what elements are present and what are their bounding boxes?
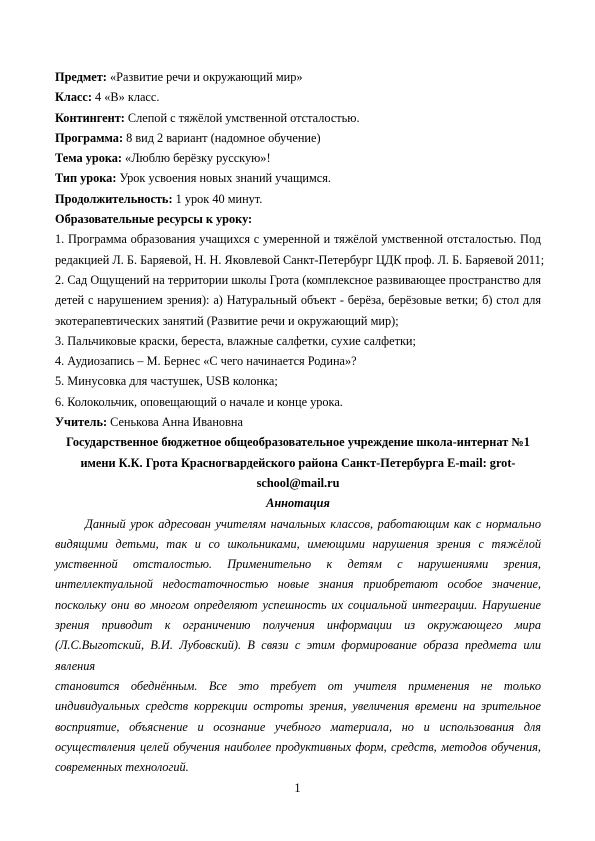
annotation-line-12: современных технологий. (55, 760, 189, 775)
contingent-value: Слепой с тяжёлой умственной отсталостью. (124, 110, 360, 125)
resources-heading-text: Образовательные ресурсы к уроку: (55, 212, 253, 227)
subject-value: «Развитие речи и окружающий мир» (106, 70, 303, 84)
teacher-label: Учитель: (55, 415, 108, 430)
institution-line-2: имени К.К. Грота Красногвардейского района Санкт-Петербурга E-mail: grot- (80, 455, 516, 470)
annotation-line-10: восприятие, объяснение и осознание учебного материала, но и использования для (55, 719, 541, 734)
resource-2-line-2: детей с нарушением зрения): а) Натуральный объект - берёза, берёзовые ветки; б) стол для (55, 293, 541, 308)
duration-label: Продолжительность: (55, 191, 173, 206)
annotation-line-6: зрения приводит к ограничению получения информации из окружающего мира (55, 618, 541, 633)
annotation-line-11: осуществления целей обучения наиболее продуктивных форм, средств, методов обучения, (55, 739, 541, 754)
class-line (55, 87, 541, 107)
annotation-title: Аннотация (266, 496, 330, 511)
contingent-line (55, 108, 541, 128)
program-value: 8 вид 2 вариант (надомное обучение) (123, 130, 321, 145)
program-line (55, 128, 541, 148)
page-number: 1 (294, 781, 301, 795)
subject-label: Предмет: (55, 70, 107, 84)
subject-line (55, 67, 541, 87)
resource-5: 5. Минусовка для частушек, USB колонка; (55, 374, 278, 389)
lesson-type-value: Урок усвоения новых знаний учащимся. (116, 171, 331, 186)
page-content (55, 67, 545, 777)
lesson-type-label: Тип урока: (55, 171, 117, 186)
resource-2-line-1: 2. Сад Ощущений на территории школы Грота (комплексное развивающее пространство для (55, 272, 541, 287)
resource-6: 6. Колокольчик, оповещающий о начале и конце урока. (55, 394, 343, 409)
annotation-line-2: видящими детьми, так и со школьниками, имеющими нарушения зрения с тяжёлой (55, 536, 541, 551)
lesson-type-line (55, 168, 541, 188)
topic-label: Тема урока: (55, 151, 122, 166)
teacher-name: Сенькова Анна Ивановна (107, 415, 243, 430)
duration-value: 1 урок 40 минут. (172, 191, 263, 206)
annotation-line-1: Данный урок адресован учителям начальных классов, работающим как с нормально (85, 516, 541, 531)
annotation-line-5: поскольку они во многом определяют успешность их социальной интеграции. Нарушение (55, 597, 541, 612)
annotation-line-7: (Л.С.Выготский, В.И. Лубовский). В связи с этим формирование образа предмета или явления (55, 638, 541, 673)
topic-line (55, 148, 541, 168)
resource-3: 3. Пальчиковые краски, береста, влажные салфетки, сухие салфетки; (55, 333, 416, 348)
topic-value: «Люблю берёзку русскую»! (121, 151, 271, 166)
resource-1-line-1: 1. Программа образования учащихся с умеренной и тяжёлой умственной отсталостью. Под (55, 232, 541, 247)
duration-line (55, 189, 541, 209)
class-label: Класс: (55, 90, 92, 105)
resource-4: 4. Аудиозапись – М. Бернес «С чего начинается Родина»? (55, 354, 357, 369)
institution-line-3: school@mail.ru (256, 475, 340, 490)
program-label: Программа: (55, 130, 124, 145)
class-value: 4 «В» класс. (91, 90, 160, 105)
contingent-label: Контингент: (55, 110, 125, 125)
annotation-line-3: умственной отсталостью. Применительно к детям с нарушениями зрения, (55, 557, 541, 572)
teacher-line (55, 412, 541, 432)
resources-heading (55, 209, 541, 229)
resource-2-line-3: экотерапевтических занятий (Развитие речи и окружающий мир); (55, 313, 399, 328)
resource-1-line-2: редакцией Л. Б. Баряевой, Н. Н. Яковлевой Санкт-Петербург ЦДК проф. Л. Б. Баряевой 2011; (55, 252, 545, 267)
institution-line-1: Государственное бюджетное общеобразовательное учреждение школа-интернат №1 (66, 435, 530, 450)
annotation-line-9: индивидуальных средств коррекции остроты зрения, увеличения времени на зрительное (55, 699, 541, 714)
annotation-line-4: интеллектуальной недостаточностью новые знания приобретают особое значение, (55, 577, 541, 592)
annotation-line-8: становится обеднённым. Все это требует от учителя применения не только (55, 678, 541, 693)
